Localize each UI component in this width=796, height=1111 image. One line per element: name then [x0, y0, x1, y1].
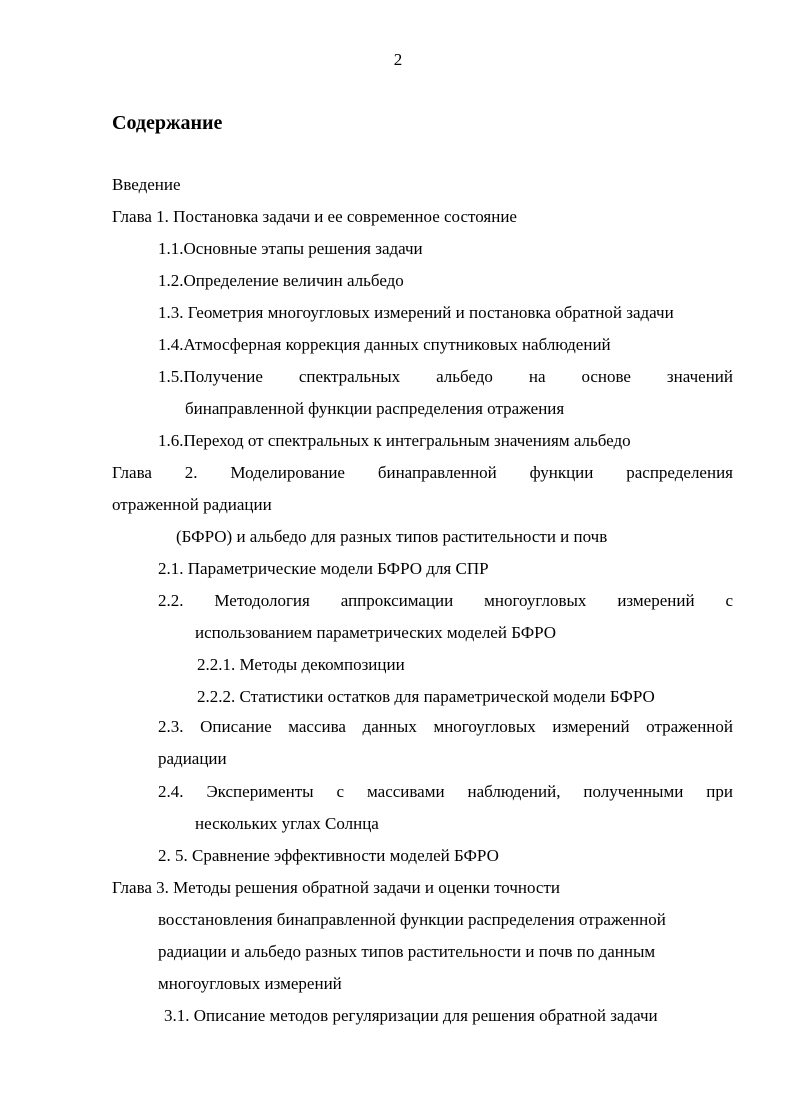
toc-section-1-4: 1.4.Атмосферная коррекция данных спутниковых наблюдений [158, 335, 611, 354]
toc-section-2-2-line-2: использованием параметрических моделей БФРО [195, 623, 557, 642]
toc-intro: Введение [112, 175, 181, 194]
toc-section-2-3-line-1: 2.3. Описание массива данных многоугловых измерений отраженной [158, 717, 733, 736]
page-title: Содержание [112, 112, 223, 134]
toc-section-1-5-line-2: бинаправленной функции распределения отражения [185, 399, 565, 418]
toc-section-2-2-line-1: 2.2. Методология аппроксимации многоугловых измерений с [158, 591, 733, 610]
toc-chapter-1: Глава 1. Постановка задачи и ее современное состояние [112, 207, 517, 226]
toc-section-1-2: 1.2.Определение величин альбедо [158, 271, 404, 290]
toc-chapter-3-line-4: многоугловых измерений [158, 974, 342, 993]
toc-section-2-5: 2. 5. Сравнение эффективности моделей БФРО [158, 846, 499, 865]
page-number: 2 [393, 50, 403, 69]
toc-section-2-4-line-2: нескольких углах Солнца [195, 814, 379, 833]
toc-chapter-2-line-3: (БФРО) и альбедо для разных типов растительности и почв [176, 527, 608, 546]
toc-section-1-5-line-1: 1.5.Получение спектральных альбедо на основе значений [158, 367, 733, 386]
toc-chapter-3-line-3: радиации и альбедо разных типов растительности и почв по данным [158, 942, 656, 961]
toc-chapter-3-line-1: Глава 3. Методы решения обратной задачи и оценки точности [112, 878, 561, 897]
toc-section-2-3-line-2: радиации [158, 749, 227, 768]
toc-section-3-1: 3.1. Описание методов регуляризации для решения обратной задачи [164, 1006, 658, 1025]
toc-section-1-3: 1.3. Геометрия многоугловых измерений и постановка обратной задачи [158, 303, 674, 322]
toc-chapter-3-line-2: восстановления бинаправленной функции распределения отраженной [158, 910, 666, 929]
toc-section-2-1: 2.1. Параметрические модели БФРО для СПР [158, 559, 489, 578]
toc-section-2-2-1: 2.2.1. Методы декомпозиции [197, 655, 405, 674]
toc-section-1-6: 1.6.Переход от спектральных к интегральным значениям альбедо [158, 431, 631, 450]
toc-chapter-2-line-1: Глава 2. Моделирование бинаправленной функции распределения [112, 463, 733, 482]
toc-section-2-4-line-1: 2.4. Эксперименты с массивами наблюдений, полученными при [158, 782, 733, 801]
toc-chapter-2-line-2: отраженной радиации [112, 495, 272, 514]
toc-section-1-1: 1.1.Основные этапы решения задачи [158, 239, 423, 258]
toc-section-2-2-2: 2.2.2. Статистики остатков для параметрической модели БФРО [197, 687, 655, 706]
